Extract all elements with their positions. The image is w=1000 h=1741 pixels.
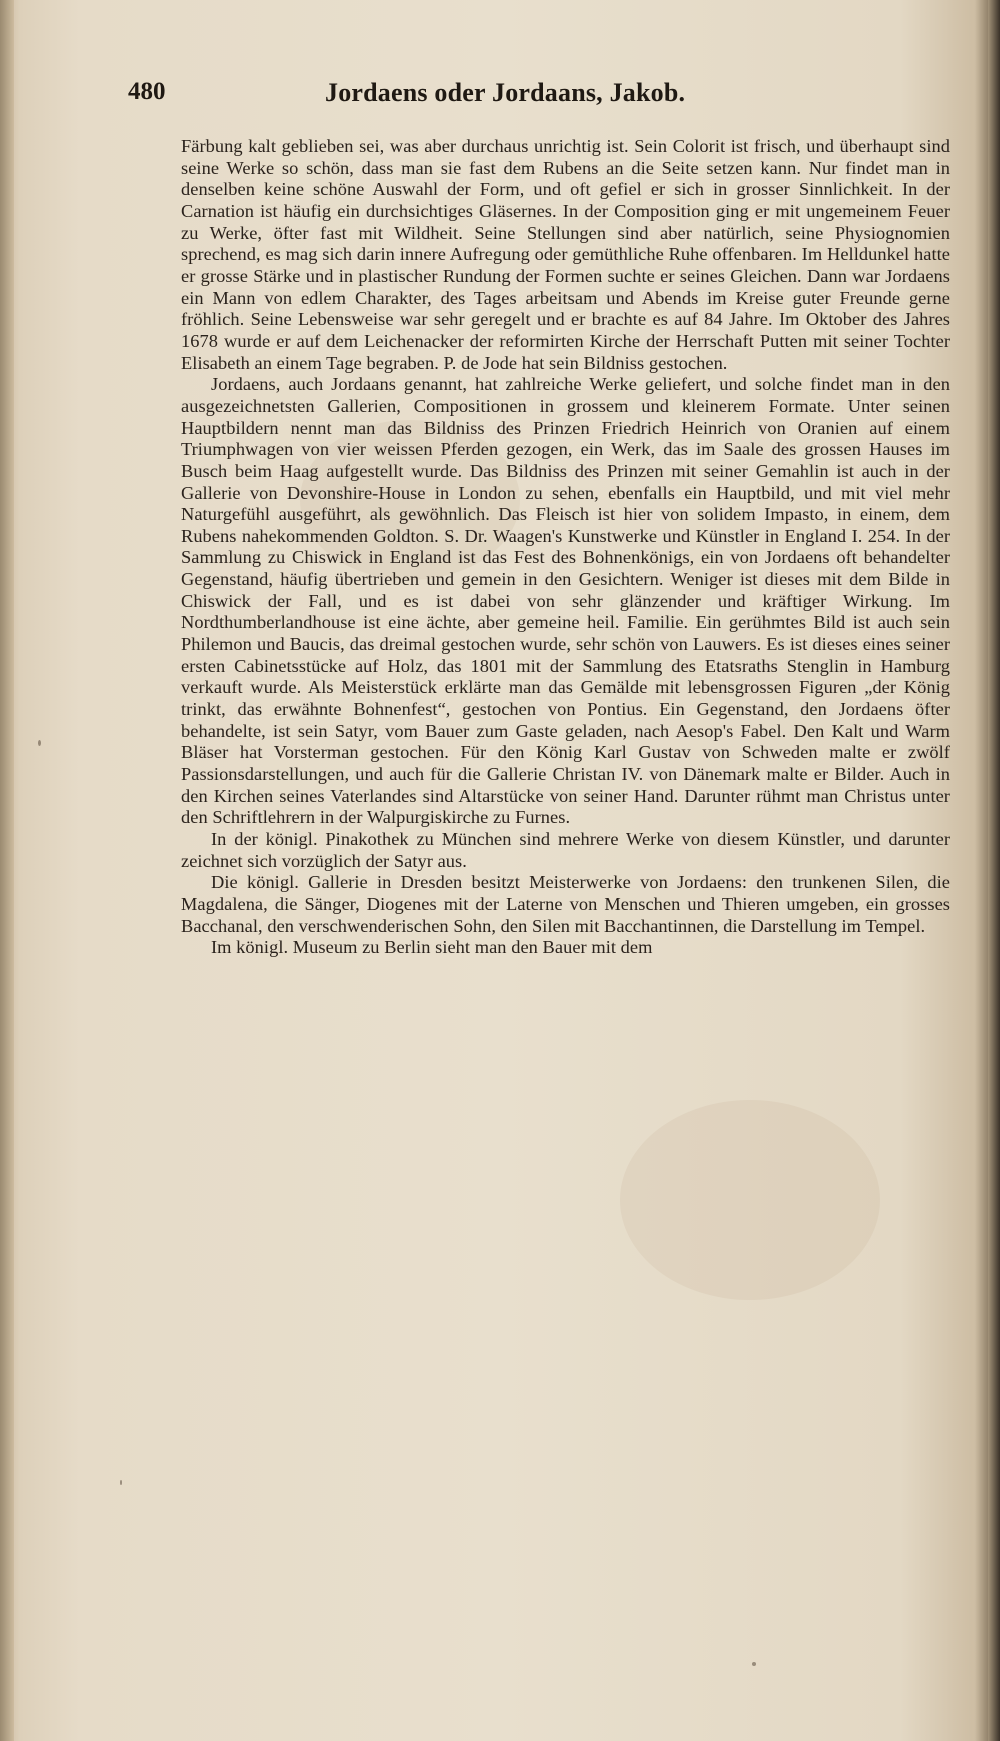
page-number: 480 bbox=[128, 78, 166, 105]
body-text bbox=[181, 136, 950, 959]
paper-speck bbox=[120, 1480, 122, 1485]
page-header bbox=[120, 78, 880, 114]
page-right-edge bbox=[988, 0, 1000, 1741]
paragraph-2: Jordaens, auch Jordaans genannt, hat zahlreiche Werke geliefert, und solche findet man in den ausgezeichnetsten Gallerien, Compositionen in grossem und kleinerem Formate. Unter seinen Hauptbildern nennt man das Bildniss des Prinzen Friedrich Heinrich von Oranien auf einem Triumphwagen von vier weissen Pferden gezogen, ein Werk, das im Saale des grossen Hauses im Busch beim Haag aufgestellt wurde. Das Bildniss des Prinzen mit seiner Gemahlin ist auch in der Gallerie von Devonshire-House in London zu sehen, ebenfalls ein Hauptbild, und mit viel mehr Naturgefühl ausgeführt, als gewöhnlich. Das Fleisch ist hier von solidem Impasto, in einem, dem Rubens nahekommenden Goldton. S. Dr. Waagen's Kunstwerke und Künstler in England I. 254. In der Sammlung zu Chiswick in England ist das Fest des Bohnenkönigs, ein von Jordaens oft behandelter Gegenstand, häufig übertrieben und gemein in den Gesichtern. Weniger ist dieses mit dem Bilde in Chiswick der Fall, und es ist dabei von sehr glänzender und kräftiger Wirkung. Im Nordthumberlandhouse ist eine ächte, aber gemeine heil. Familie. Ein gerühmtes Bild ist auch sein Philemon und Baucis, das dreimal gestochen wurde, sehr schön von Lauwers. Es ist dieses eines seiner ersten Cabinetsstücke auf Holz, das 1801 mit der Sammlung des Etatsraths Stenglin in Hamburg verkauft wurde. Als Meisterstück erklärte man das Gemälde mit lebensgrossen Figuren „der König trinkt, das erwähnte Bohnenfest“, gestochen von Pontius. Ein Gegenstand, den Jordaens öfter behandelte, ist sein Satyr, vom Bauer zum Gaste geladen, nach Aesop's Fabel. Den Kalt und Warm Bläser hat Vorsterman gestochen. Für den König Karl Gustav von Schweden malte er zwölf Passionsdarstellungen, und auch für die Gallerie Christan IV. von Dänemark malte er Bilder. Auch in den Kirchen seines Vaterlandes sind Altarstücke von seiner Hand. Darunter rühmt man Christus unter den Schriftlehrern in der Walpurgiskirche zu Furnes. bbox=[181, 374, 950, 828]
paper-speck bbox=[38, 740, 41, 746]
paragraph-5: Im königl. Museum zu Berlin sieht man den Bauer mit dem bbox=[211, 937, 653, 958]
running-title: Jordaens oder Jordaans, Jakob. bbox=[325, 78, 686, 107]
paragraph-4: Die königl. Gallerie in Dresden besitzt Meisterwerke von Jordaens: den trunkenen Silen, die Magdalena, die Sänger, Diogenes mit der Laterne von Menschen und Thieren umgeben, ein grosses Bacchanal, den verschwenderischen Sohn, den Silen mit Bacchantinnen, die Darstellung im Tempel. bbox=[181, 872, 950, 936]
paragraph-3: In der königl. Pinakothek zu München sind mehrere Werke von diesem Künstler, und darunter zeichnet sich vorzüglich der Satyr aus. bbox=[181, 829, 950, 871]
page-left-edge bbox=[0, 0, 14, 1741]
paper-stain bbox=[620, 1100, 880, 1300]
paper-speck bbox=[752, 1662, 756, 1666]
paragraph-1: Färbung kalt geblieben sei, was aber durchaus unrichtig ist. Sein Colorit ist frisch, und überhaupt sind seine Werke so schön, dass man sie fast dem Rubens an die Seite setzen kann. Nur findet man in denselben keine schöne Auswahl der Form, und oft gefiel er sich in grosser Sinnlichkeit. In der Carnation ist häufig ein durchsichtiges Gläsernes. In der Composition ging er mit ungemeinem Feuer zu Werke, öfter fast mit Wildheit. Seine Stellungen sind aber natürlich, seine Physiognomien sprechend, es mag sich darin innere Aufregung oder gemüthliche Ruhe offenbaren. Im Helldunkel hatte er grosse Stärke und in plastischer Rundung der Formen suchte er seines Gleichen. Dann war Jordaens ein Mann von edlem Charakter, des Tages arbeitsam und Abends im Kreise guter Freunde gerne fröhlich. Seine Lebensweise war sehr geregelt und er brachte es auf 84 Jahre. Im Oktober des Jahres 1678 wurde er auf dem Leichenacker der reformirten Kirche der Herrschaft Putten mit seiner Tochter Elisabeth an einem Tage begraben. P. de Jode hat sein Bildniss gestochen. bbox=[181, 136, 950, 373]
